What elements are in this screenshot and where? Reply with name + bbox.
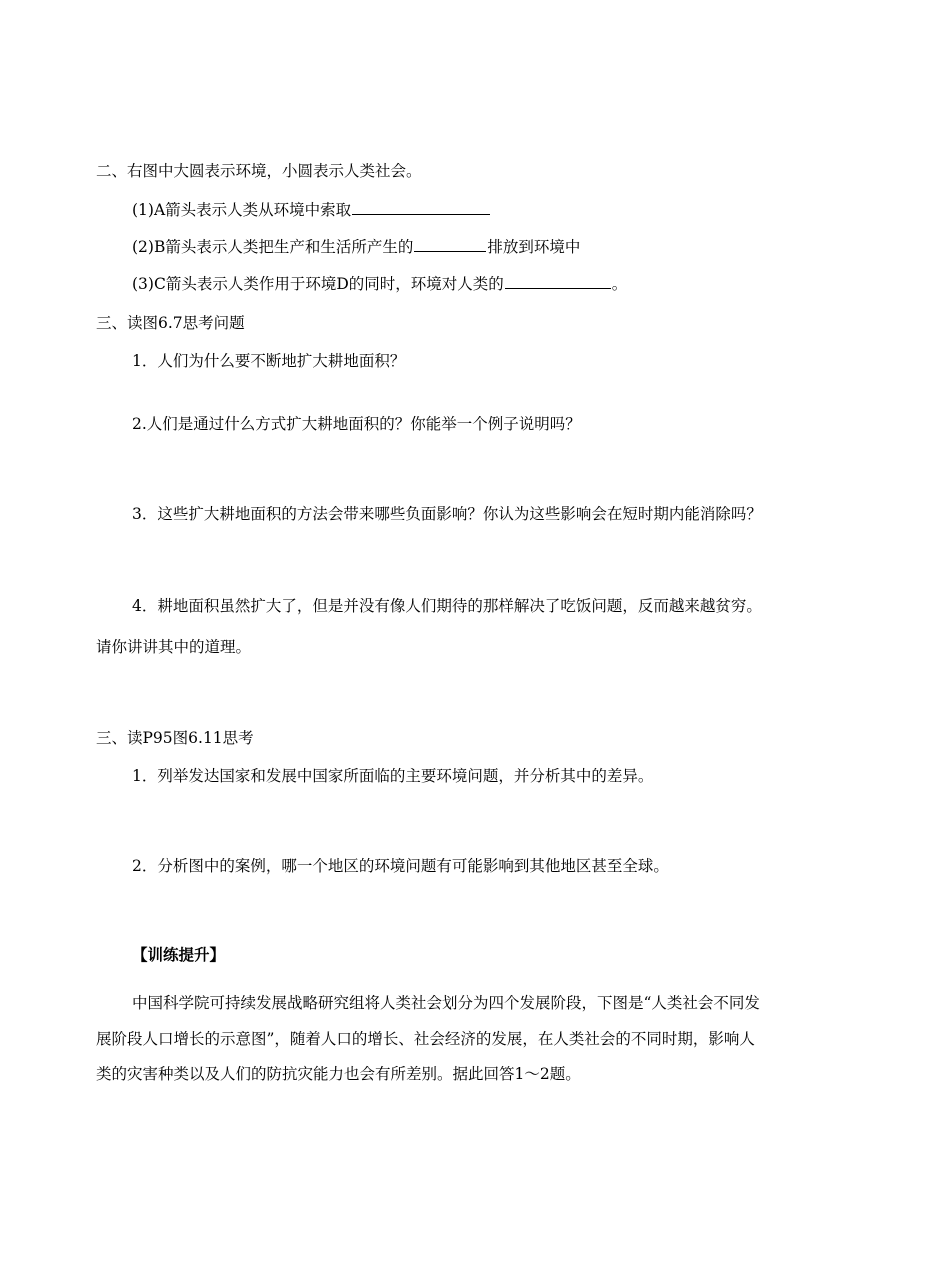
section2-question-1 xyxy=(132,200,491,220)
section3b-question-1: 1．列举发达国家和发展中国家所面临的主要环境问题，并分析其中的差异。 xyxy=(132,767,654,785)
question-1-text: (1)A箭头表示人类从环境中索取 xyxy=(132,201,352,219)
answer-blank-3[interactable] xyxy=(505,274,611,289)
answer-blank-2[interactable] xyxy=(414,237,486,252)
section3b-question-2: 2．分析图中的案例，哪一个地区的环境问题有可能影响到其他地区甚至全球。 xyxy=(132,857,669,875)
training-paragraph-line3: 类的灾害种类以及人们的防抗灾能力也会有所差别。据此回答1～2题。 xyxy=(96,1065,581,1083)
section2-question-2 xyxy=(132,237,580,257)
training-paragraph-line1: 中国科学院可持续发展战略研究组将人类社会划分为四个发展阶段，下图是“人类社会不同发 xyxy=(132,994,760,1012)
question-2-text-after: 排放到环境中 xyxy=(487,238,581,256)
training-paragraph-line2: 展阶段人口增长的示意图”，随着人口的增长、社会经济的发展，在人类社会的不同时期，影响人 xyxy=(96,1030,755,1048)
section3a-heading: 三、读图6.7思考问题 xyxy=(96,314,245,332)
training-heading: 【训练提升】 xyxy=(132,946,226,964)
question-2-text: (2)B箭头表示人类把生产和生活所产生的 xyxy=(132,238,414,256)
section3a-question-4-line1: 4．耕地面积虽然扩大了，但是并没有像人们期待的那样解决了吃饭问题，反而越来越贫穷。 xyxy=(132,597,762,615)
section2-question-3 xyxy=(132,274,627,294)
answer-blank-1[interactable] xyxy=(352,200,490,215)
section3a-question-3: 3．这些扩大耕地面积的方法会带来哪些负面影响？你认为这些影响会在短时期内能消除吗？ xyxy=(132,505,762,523)
section3a-question-1: 1．人们为什么要不断地扩大耕地面积？ xyxy=(132,352,406,370)
section3a-question-4-line2: 请你讲讲其中的道理。 xyxy=(96,638,252,656)
question-3-text: (3)C箭头表示人类作用于环境D的同时，环境对人类的 xyxy=(132,275,504,293)
section2-heading: 二、右图中大圆表示环境，小圆表示人类社会。 xyxy=(96,162,422,180)
question-3-text-after: 。 xyxy=(611,275,628,293)
section3b-heading: 三、读P95图6.11思考 xyxy=(96,729,254,747)
section3a-question-2: 2.人们是通过什么方式扩大耕地面积的？你能举一个例子说明吗？ xyxy=(132,415,581,433)
